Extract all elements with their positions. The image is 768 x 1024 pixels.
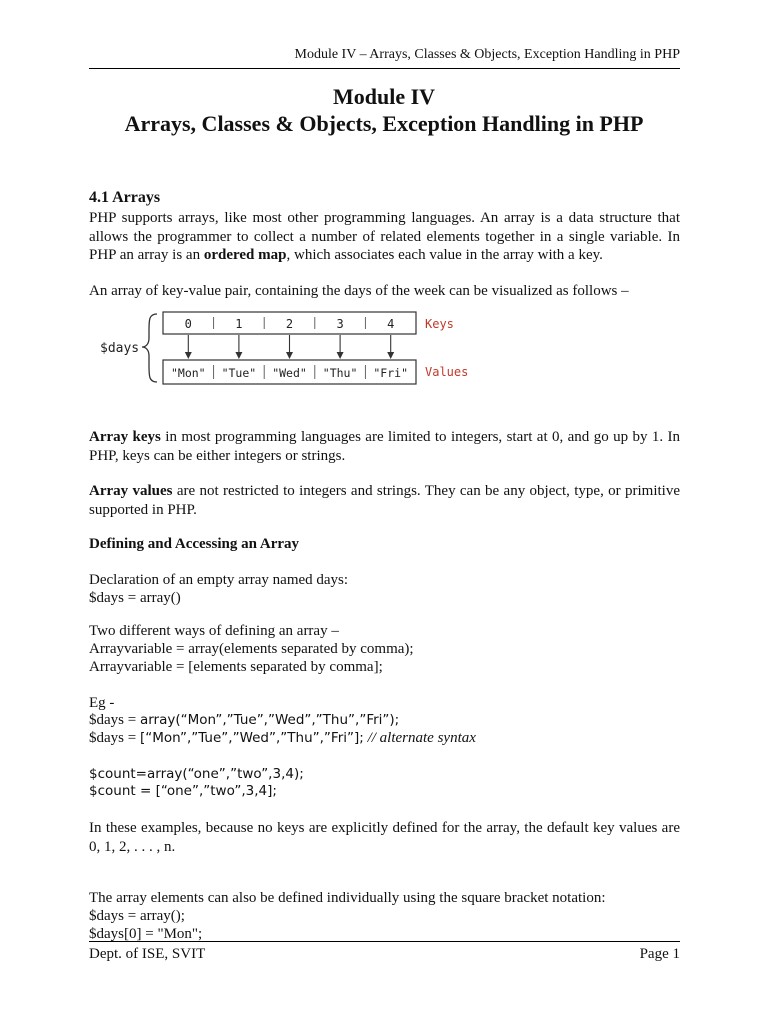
keys-para-text: in most programming languages are limited to integers, start at 0, and go up by 1. In PHP, keys can be either integers or strings. (89, 429, 680, 464)
arrow-head (337, 352, 344, 359)
decl-code: $days = array() (89, 590, 181, 606)
key-cell: 0 (184, 317, 192, 331)
example-3 (89, 765, 304, 783)
values-paragraph (89, 482, 680, 519)
values-para-text: are not restricted to integers and strings. They can be any object, type, or primitive supported in PHP. (89, 483, 680, 518)
running-header: Module IV – Arrays, Classes & Objects, Exception Handling in PHP (294, 47, 680, 62)
example-4 (89, 782, 277, 800)
two-ways-label: Two different ways of defining an array – (89, 623, 339, 639)
arrow-head (387, 352, 394, 359)
way1-line: Arrayvariable = array(elements separated by comma); (89, 641, 414, 657)
default-keys-paragraph: In these examples, because no keys are explicitly defined for the array, the default key values are 0, 1, 2, . . . , n. (89, 820, 680, 855)
value-cell: "Fri" (373, 366, 409, 380)
keys-para-bold: Array keys (89, 429, 161, 445)
footer-page-number: Page 1 (639, 946, 680, 962)
example-1 (89, 711, 399, 729)
ex3-var: $count= (89, 766, 147, 782)
arrow-head (185, 352, 192, 359)
value-cell: "Wed" (272, 366, 307, 380)
ex1-var: $days = (89, 712, 140, 728)
diagram-var-name: $days (100, 341, 140, 356)
arrow-head (286, 352, 293, 359)
ex2-var: $days = (89, 730, 140, 746)
keys-paragraph (89, 428, 680, 465)
individual-label: The array elements can also be defined individually using the square bracket notation: (89, 890, 606, 906)
intro-text-a: PHP supports arrays, like most other programming languages. An array is a data structure that allows the programmer to collect a number of related elements together in a single variable. In PHP an array is an (89, 210, 680, 263)
module-subtitle: Arrays, Classes & Objects, Exception Handling in PHP (124, 111, 644, 136)
decl-label: Declaration of an empty array named days: (89, 572, 349, 588)
way2-line: Arrayvariable = [elements separated by comma]; (89, 659, 383, 675)
eg-label: Eg - (89, 695, 115, 711)
keys-label: Keys (425, 317, 454, 331)
value-cell: "Thu" (322, 366, 358, 380)
module-title: Module IV (332, 84, 436, 109)
intro-text-b: , which associates each value in the array with a key. (286, 247, 603, 263)
section-heading: 4.1 Arrays (89, 189, 161, 206)
arrow-head (235, 352, 242, 359)
example-2 (89, 729, 476, 747)
values-para-bold: Array values (89, 483, 173, 499)
visualize-sentence: An array of key-value pair, containing the days of the week can be visualized as follows – (89, 283, 629, 299)
ex2-code: [“Mon”,”Tue”,”Wed”,”Thu”,”Fri”]; (139, 730, 364, 746)
array-diagram (95, 308, 475, 388)
diagram-brace (142, 314, 157, 382)
ex4-var: $count = (89, 783, 156, 799)
value-cell: "Mon" (170, 366, 206, 380)
key-cell: 1 (235, 317, 243, 331)
ex1-code: array(“Mon”,”Tue”,”Wed”,”Thu”,”Fri”); (139, 712, 400, 728)
intro-paragraph (89, 209, 680, 265)
individual-code-1: $days = array(); (89, 908, 185, 924)
ex3-code: array(“one”,”two”,3,4); (147, 766, 304, 782)
values-label: Values (425, 365, 469, 379)
individual-code-2: $days[0] = "Mon"; (89, 926, 203, 942)
key-cell: 4 (387, 317, 395, 331)
key-cell: 3 (336, 317, 344, 331)
ex4-code: [“one”,”two”,3,4]; (155, 783, 277, 799)
intro-bold: ordered map (203, 247, 287, 263)
footer-rule (89, 941, 680, 942)
footer-department: Dept. of ISE, SVIT (89, 946, 206, 962)
ex2-comment: // alternate syntax (363, 730, 476, 746)
value-cell: "Tue" (221, 366, 257, 380)
header-rule (89, 68, 680, 69)
defining-heading: Defining and Accessing an Array (89, 536, 300, 552)
key-cell: 2 (285, 317, 294, 331)
